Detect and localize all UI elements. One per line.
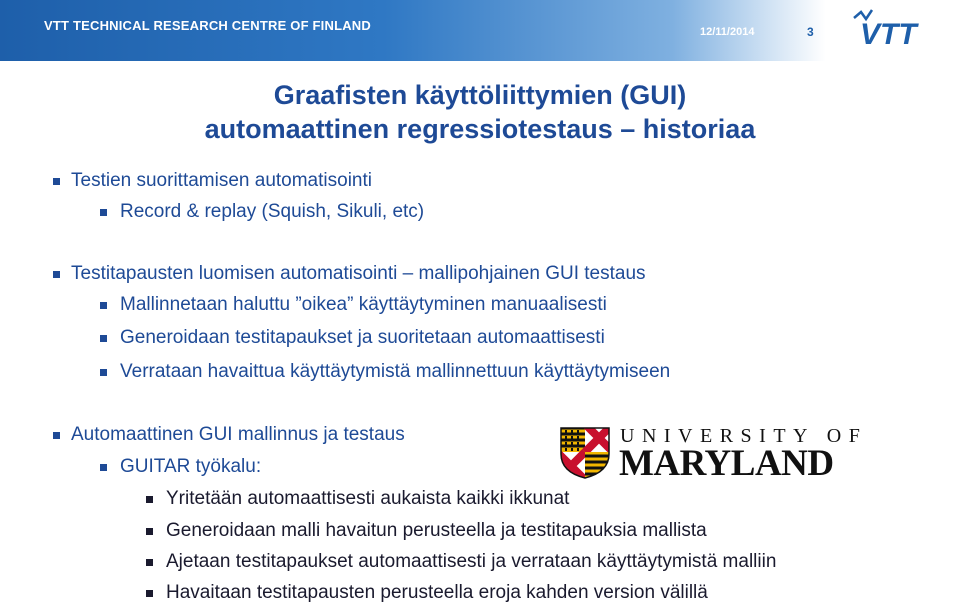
- university-of-text: UNIVERSITY OF: [620, 425, 868, 447]
- bullet-text: Generoidaan malli havaitun perusteella ja testitapauksia mallista: [166, 520, 707, 541]
- bullet-text: Generoidaan testitapaukset ja suoritetaan automaattisesti: [120, 327, 605, 348]
- bullet-text: Havaitaan testitapausten perusteella eroja kahden version välillä: [166, 582, 708, 603]
- bullet-square-icon: [146, 559, 153, 566]
- maryland-crest-icon: [557, 424, 613, 480]
- bullet-run-tests: [146, 550, 776, 574]
- bullet-model-behavior: [100, 293, 607, 317]
- vtt-logo: [852, 8, 948, 48]
- maryland-text: MARYLAND: [619, 443, 834, 484]
- slide-number: 3: [807, 25, 814, 39]
- bullet-text: Ajetaan testitapaukset automaattisesti ja verrataan käyttäytymistä malliin: [166, 551, 777, 572]
- slide-date: 12/11/2014: [700, 26, 755, 38]
- bullet-automatic-gui-modeling: [53, 423, 405, 447]
- bullet-generate-execute: [100, 326, 605, 350]
- bullet-square-icon: [100, 464, 107, 471]
- bullet-square-icon: [100, 335, 107, 342]
- bullet-detect-differences: [146, 581, 708, 605]
- bullet-square-icon: [146, 496, 153, 503]
- bullet-text: Testitapausten luomisen automatisointi – mallipohjainen GUI testaus: [71, 263, 646, 284]
- slide-title-line-2: automaattinen regressiotestaus – historiaa: [204, 114, 756, 144]
- bullet-text: Testien suorittamisen automatisointi: [71, 170, 372, 191]
- organization-name: VTT TECHNICAL RESEARCH CENTRE OF FINLAND: [44, 18, 371, 33]
- bullet-open-windows: [146, 487, 569, 511]
- university-of-maryland-logo: [557, 424, 877, 484]
- bullet-square-icon: [146, 528, 153, 535]
- bullet-text: Yritetään automaattisesti aukaista kaikki ikkunat: [166, 488, 570, 509]
- slide-title-line-1: Graafisten käyttöliittymien (GUI): [273, 80, 687, 110]
- vtt-logo-text: VTT: [860, 18, 917, 48]
- bullet-square-icon: [53, 271, 60, 278]
- bullet-text: Mallinnetaan haluttu ”oikea” käyttäytyminen manuaalisesti: [120, 294, 607, 315]
- bullet-square-icon: [100, 209, 107, 216]
- bullet-record-replay: [100, 200, 424, 224]
- bullet-square-icon: [53, 178, 60, 185]
- bullet-text: Verrataan havaittua käyttäytymistä mallinnettuun käyttäytymiseen: [120, 361, 671, 382]
- bullet-text: Automaattinen GUI mallinnus ja testaus: [71, 424, 405, 445]
- bullet-test-case-generation: [53, 262, 646, 286]
- bullet-generate-model: [146, 519, 707, 543]
- bullet-square-icon: [146, 590, 153, 597]
- bullet-square-icon: [53, 432, 60, 439]
- bullet-square-icon: [100, 302, 107, 309]
- bullet-compare-behavior: [100, 360, 670, 384]
- bullet-guitar-tool: [100, 455, 261, 479]
- bullet-square-icon: [100, 369, 107, 376]
- bullet-test-execution: [53, 169, 372, 193]
- bullet-text: Record & replay (Squish, Sikuli, etc): [120, 201, 425, 222]
- bullet-text: GUITAR työkalu:: [120, 456, 262, 477]
